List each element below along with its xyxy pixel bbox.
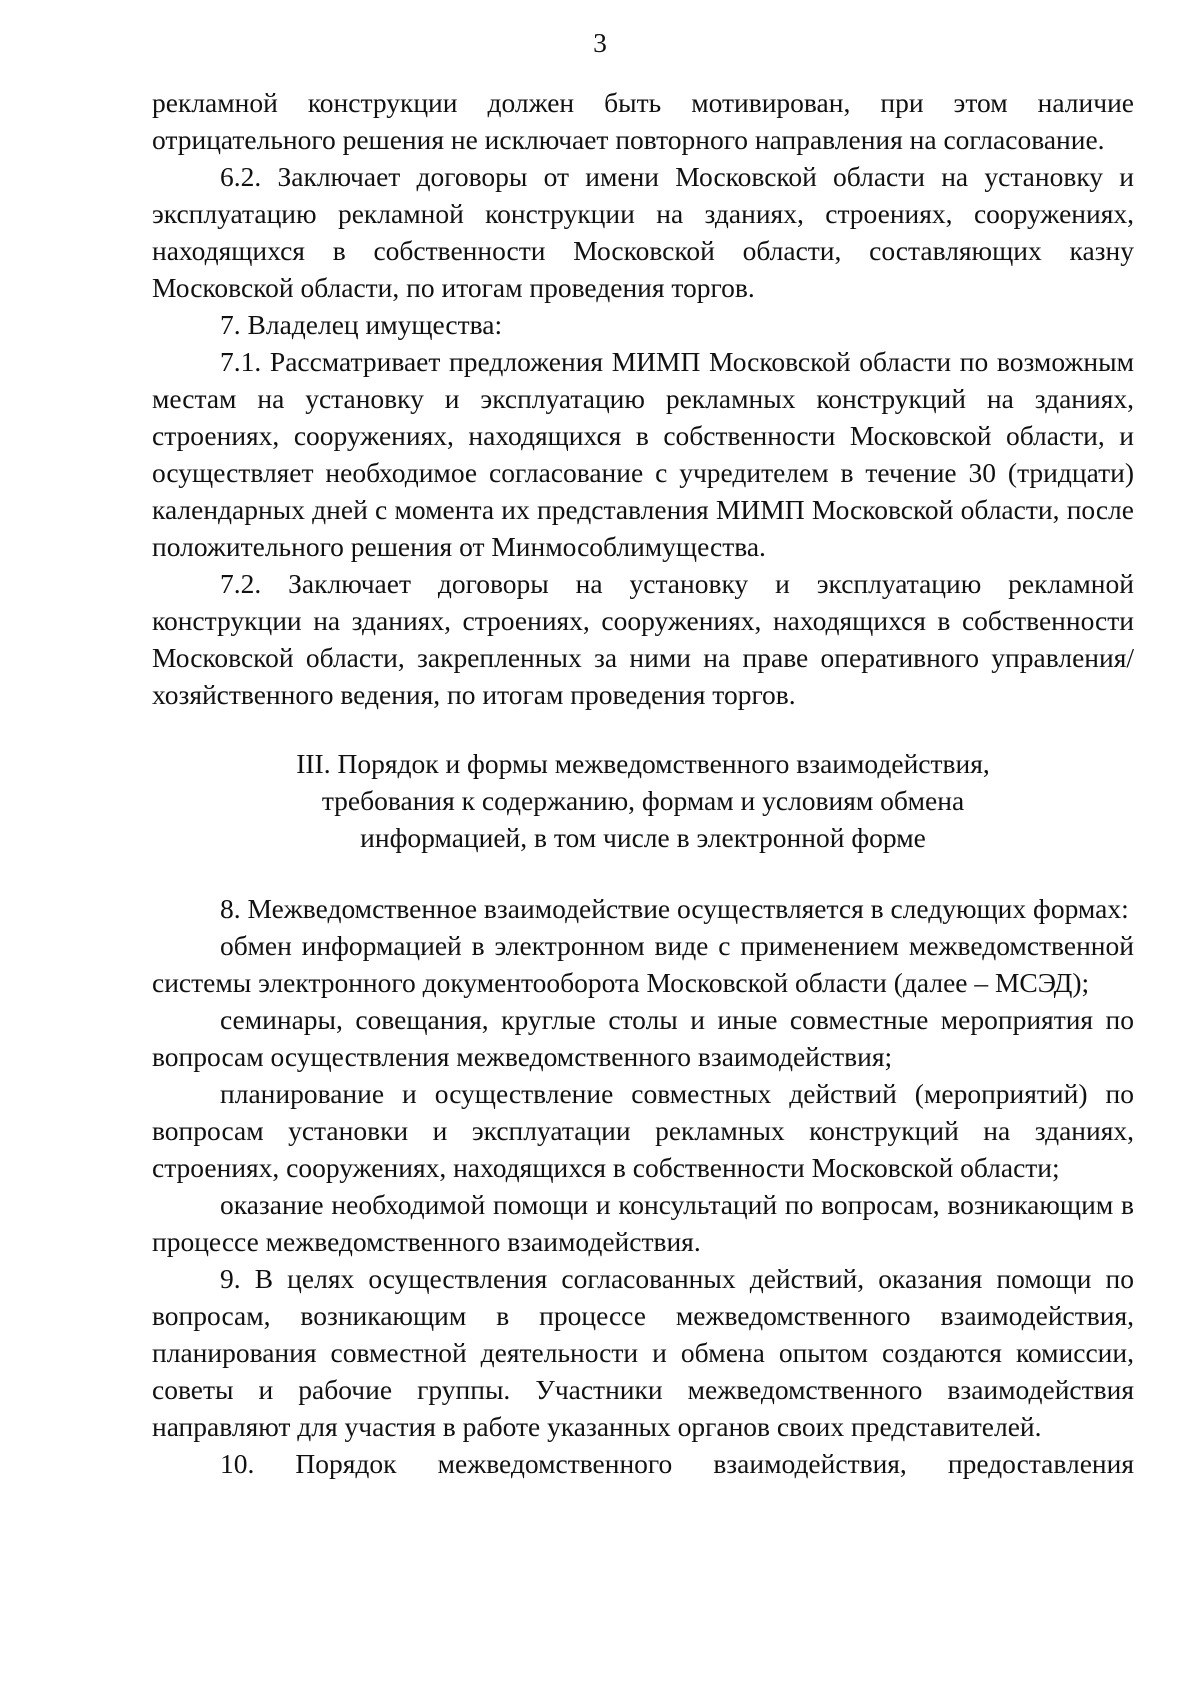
paragraph-item-6-2: 6.2. Заключает договоры от имени Московской области на установку и эксплуатацию рекламной конструкции на зданиях, строениях, сооружениях, находящихся в собственности Московской области, составляющих казну Московской области, по итогам проведения торгов.: [152, 161, 1134, 303]
paragraph-form-planning: планирование и осуществление совместных действий (мероприятий) по вопросам установки и эксплуатации рекламных конструкций на зданиях, строениях, сооружениях, находящихся в собственности Московской области;: [152, 1078, 1134, 1183]
paragraph-item-10: 10. Порядок межведомственного взаимодействия, предоставления: [220, 1448, 1134, 1479]
paragraph-form-electronic-exchange: обмен информацией в электронном виде с применением межведомственной системы электронного документооборота Московской области (далее – МСЭД);: [152, 930, 1134, 998]
page-number: 3: [593, 27, 607, 58]
paragraph-item-7-2: 7.2. Заключает договоры на установку и эксплуатацию рекламной конструкции на зданиях, строениях, сооружениях, находящихся в собственности Московской области, закрепленных за ними на праве оперативного управления/хозяйственного ведения, по итогам проведения торгов.: [152, 568, 1134, 710]
paragraph-item-8: 8. Межведомственное взаимодействие осуществляется в следующих формах:: [220, 893, 1129, 924]
paragraph-form-seminars: семинары, совещания, круглые столы и иные совместные мероприятия по вопросам осуществления межведомственного взаимодействия;: [152, 1004, 1134, 1072]
paragraph-item-7: 7. Владелец имущества:: [220, 309, 503, 340]
section-heading-line-1: III. Порядок и формы межведомственного взаимодействия,: [296, 748, 990, 779]
paragraph-item-9: 9. В целях осуществления согласованных действий, оказания помощи по вопросам, возникающим в процессе межведомственного взаимодействия, планирования совместной деятельности и обмена опытом создаются комиссии, советы и рабочие группы. Участники межведомственного взаимодействия направляют для участия в работе указанных органов своих представителей.: [152, 1263, 1134, 1442]
section-heading-line-2: требования к содержанию, формам и условиям обмена: [321, 785, 965, 816]
paragraph-form-assistance: оказание необходимой помощи и консультаций по вопросам, возникающим в процессе межведомственного взаимодействия.: [152, 1189, 1134, 1257]
section-heading: [152, 745, 1134, 856]
paragraph-item-7-1: 7.1. Рассматривает предложения МИМП Московской области по возможным местам на установку и эксплуатацию рекламных конструкций на зданиях, строениях, сооружениях, находящихся в собственности Московской области, и осуществляет необходимое согласование с учредителем в течение 30 (тридцати) календарных дней с момента их представления МИМП Московской области, после положительного решения от Минмособлимущества.: [152, 346, 1134, 562]
paragraph-continued-item-6-1: рекламной конструкции должен быть мотивирован, при этом наличие отрицательного решения не исключает повторного направления на согласование.: [152, 87, 1134, 155]
section-heading-line-3: информацией, в том числе в электронной форме: [360, 822, 926, 853]
document-body: [152, 84, 1134, 1482]
